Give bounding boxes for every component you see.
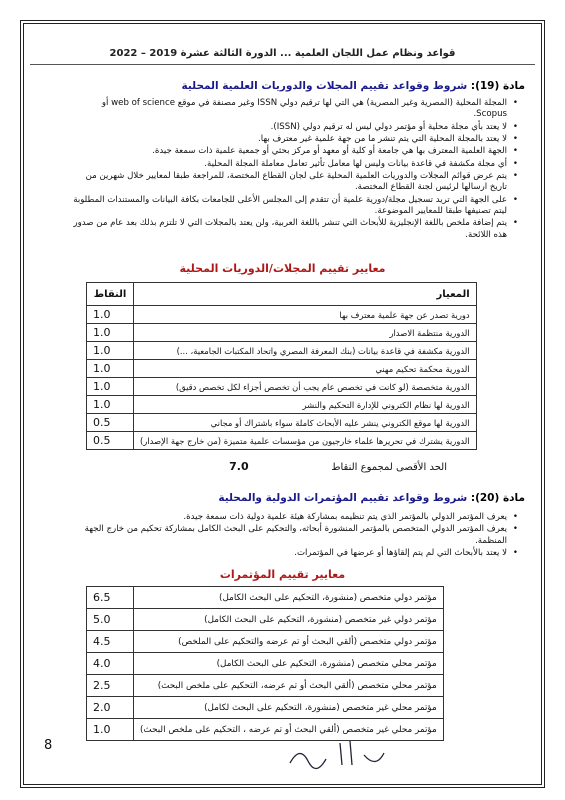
article-19-number: مادة (19): [470,80,525,92]
criterion-cell: الدورية لها نظام الكتروني للإدارة التحكيم والنشر [134,396,477,414]
list-item: • يتم عرض قوائم المجلات والدوريات العلمية المحلية على لجان القطاع المختصة، للمراجعة طبقا لمعايير خلال شهرين من تاريخ ارسالها لرئيس لجنة القطاع المختصة. [66,171,507,194]
criterion-cell: الدورية منتظمة الاصدار [134,324,477,342]
list-item: • لا يعتد بالأبحاث التي لم يتم إلقاؤها أو عرضها في المؤتمرات. [66,548,507,559]
table-row [87,697,444,719]
journals-criteria-table [86,282,477,450]
points-cell: 5.0 [87,609,134,631]
criterion-cell: مؤتمر دولي غير متخصص (منشورة، التحكيم على البحث الكامل) [134,609,444,631]
points-cell: 4.5 [87,631,134,653]
article-19-list [66,98,521,242]
points-cell: 1.0 [87,378,134,396]
table-row [87,414,477,432]
criterion-cell: الدورية لها موقع الكتروني ينشر عليه الأبحاث كاملة سواء باشتراك أو مجاني [134,414,477,432]
table-row [87,306,477,324]
criterion-header: المعيار [134,283,477,306]
criterion-cell: مؤتمر محلي غير متخصص (منشورة، التحكيم على البحث لكامل) [134,697,444,719]
total-row [229,460,447,473]
article-20-heading [218,492,525,504]
list-item: • لا يعتد بالمجلة المحلية التي يتم تنشر ما من جهة علمية غير معترف بها. [66,134,507,145]
table-row [87,609,444,631]
table-row [87,432,477,450]
list-item: • المجلة المحلية (المصرية وغير المصرية) هي التي لها ترقيم دولي ISSN وغير مصنفة في موقع web of science أو Scopus. [66,98,507,121]
table-row [87,653,444,675]
points-cell: 4.0 [87,653,134,675]
list-item: • يتم إضافة ملخص باللغة الإنجليزية للأبحاث التي تنشر باللغة العربية، ولن يعتد بالمجلات التي لا تلتزم بذلك بعد عام من صدور هذه اللائحة. [66,218,507,241]
article-20-list [66,512,521,560]
points-cell: 1.0 [87,396,134,414]
points-cell: 1.0 [87,342,134,360]
article-20-title: شروط وقواعد تقييم المؤتمرات الدولية والمحلية [218,492,468,504]
criterion-cell: الدورية مكشفة في قاعدة بيانات (بنك المعرفة المصري واتحاد المكتبات الجامعية، ...) [134,342,477,360]
points-cell: 2.5 [87,675,134,697]
signature-mark [280,735,390,775]
criterion-cell: مؤتمر دولي متخصص (منشورة، التحكيم على البحث الكامل) [134,587,444,609]
table-row [87,360,477,378]
points-cell: 1.0 [87,324,134,342]
points-cell: 6.5 [87,587,134,609]
table-row [87,396,477,414]
article-20-number: مادة (20): [470,492,525,504]
total-value: 7.0 [229,460,249,473]
table-2-title: معايير تقييم المؤتمرات [219,568,346,581]
points-cell: 1.0 [87,360,134,378]
table-row [87,342,477,360]
criterion-cell: دورية تصدر عن جهة علمية معترف بها [134,306,477,324]
conferences-criteria-table [86,586,444,741]
criterion-cell: مؤتمر محلي متخصص (ألقي البحث أو تم عرضه، التحكيم على ملخص البحث) [134,675,444,697]
list-item: • على الجهة التي تريد تسجيل مجلة/دورية علمية أن تتقدم إلى المجلس الأعلى للجامعات بكافة البيانات والمستندات المطلوبة ليتم تصنيفها طبقا للمعايير الموضوعة. [66,195,507,218]
table-row [87,675,444,697]
list-item: • الجهة العلمية المعترف بها هي جامعة أو كلية أو معهد أو مركز بحثي أو جمعية علمية ذات سمعة جيدة. [66,146,507,157]
article-19-title: شروط وقواعد تقييم المجلات والدوريات العلمية المحلية [181,80,468,92]
article-19-heading [182,80,525,92]
criterion-cell: الدورية يشترك في تحريرها علماء خارجيون من مؤسسات علمية متميزة (من خارج جهة الإصدار) [134,432,477,450]
page-header: قواعد ونظام عمل اللجان العلمية ... الدورة الثالثة عشرة 2019 – 2022 [109,48,456,59]
table-1-title: معايير تقييم المجلات/الدوريات المحلية [179,262,386,275]
points-cell: 1.0 [87,719,134,741]
criterion-cell: مؤتمر دولي متخصص (ألقي البحث أو تم عرضه والتحكيم على الملخص) [134,631,444,653]
table-header-row [87,283,477,306]
table-row [87,324,477,342]
table-row [87,587,444,609]
points-header: النقاط [87,283,134,306]
header-rule [30,64,535,65]
criterion-cell: مؤتمر محلي غير متخصص (ألقي البحث أو تم عرضه ، التحكيم على ملخص البحث) [134,719,444,741]
total-label: الحد الأقصى لمجموع النقاط [331,462,447,473]
criterion-cell: مؤتمر محلي متخصص (منشورة، التحكيم على البحث الكامل) [134,653,444,675]
list-item: • يعرف المؤتمر الدولي المتخصص بالمؤتمر المنشورة أبحاثه، والتحكيم على البحث الكامل بمشاركة تحكيم من خارج الجهة المنظمة. [66,524,507,547]
criterion-cell: الدورية محكمة تحكيم مهني [134,360,477,378]
points-cell: 0.5 [87,432,134,450]
list-item: • أي مجلة مكشفة في قاعدة بيانات وليس لها معامل تأثير تعامل معاملة المجلة المحلية. [66,159,507,170]
page-number: 8 [44,738,53,753]
points-cell: 1.0 [87,306,134,324]
table-row [87,378,477,396]
list-item: • لا يعتد بأي مجلة محلية أو مؤتمر دولي ليس له ترقيم دولي (ISSN). [66,122,507,133]
criterion-cell: الدورية متخصصة (لو كانت في تخصص عام يجب أن تخصص أجزاء لكل تخصص دقيق) [134,378,477,396]
table-row [87,631,444,653]
points-cell: 0.5 [87,414,134,432]
points-cell: 2.0 [87,697,134,719]
list-item: • يعرف المؤتمر الدولي بالمؤتمر الذي يتم تنظيمه بمشاركة هيئة علمية دولية ذات سمعة جيدة. [66,512,507,523]
